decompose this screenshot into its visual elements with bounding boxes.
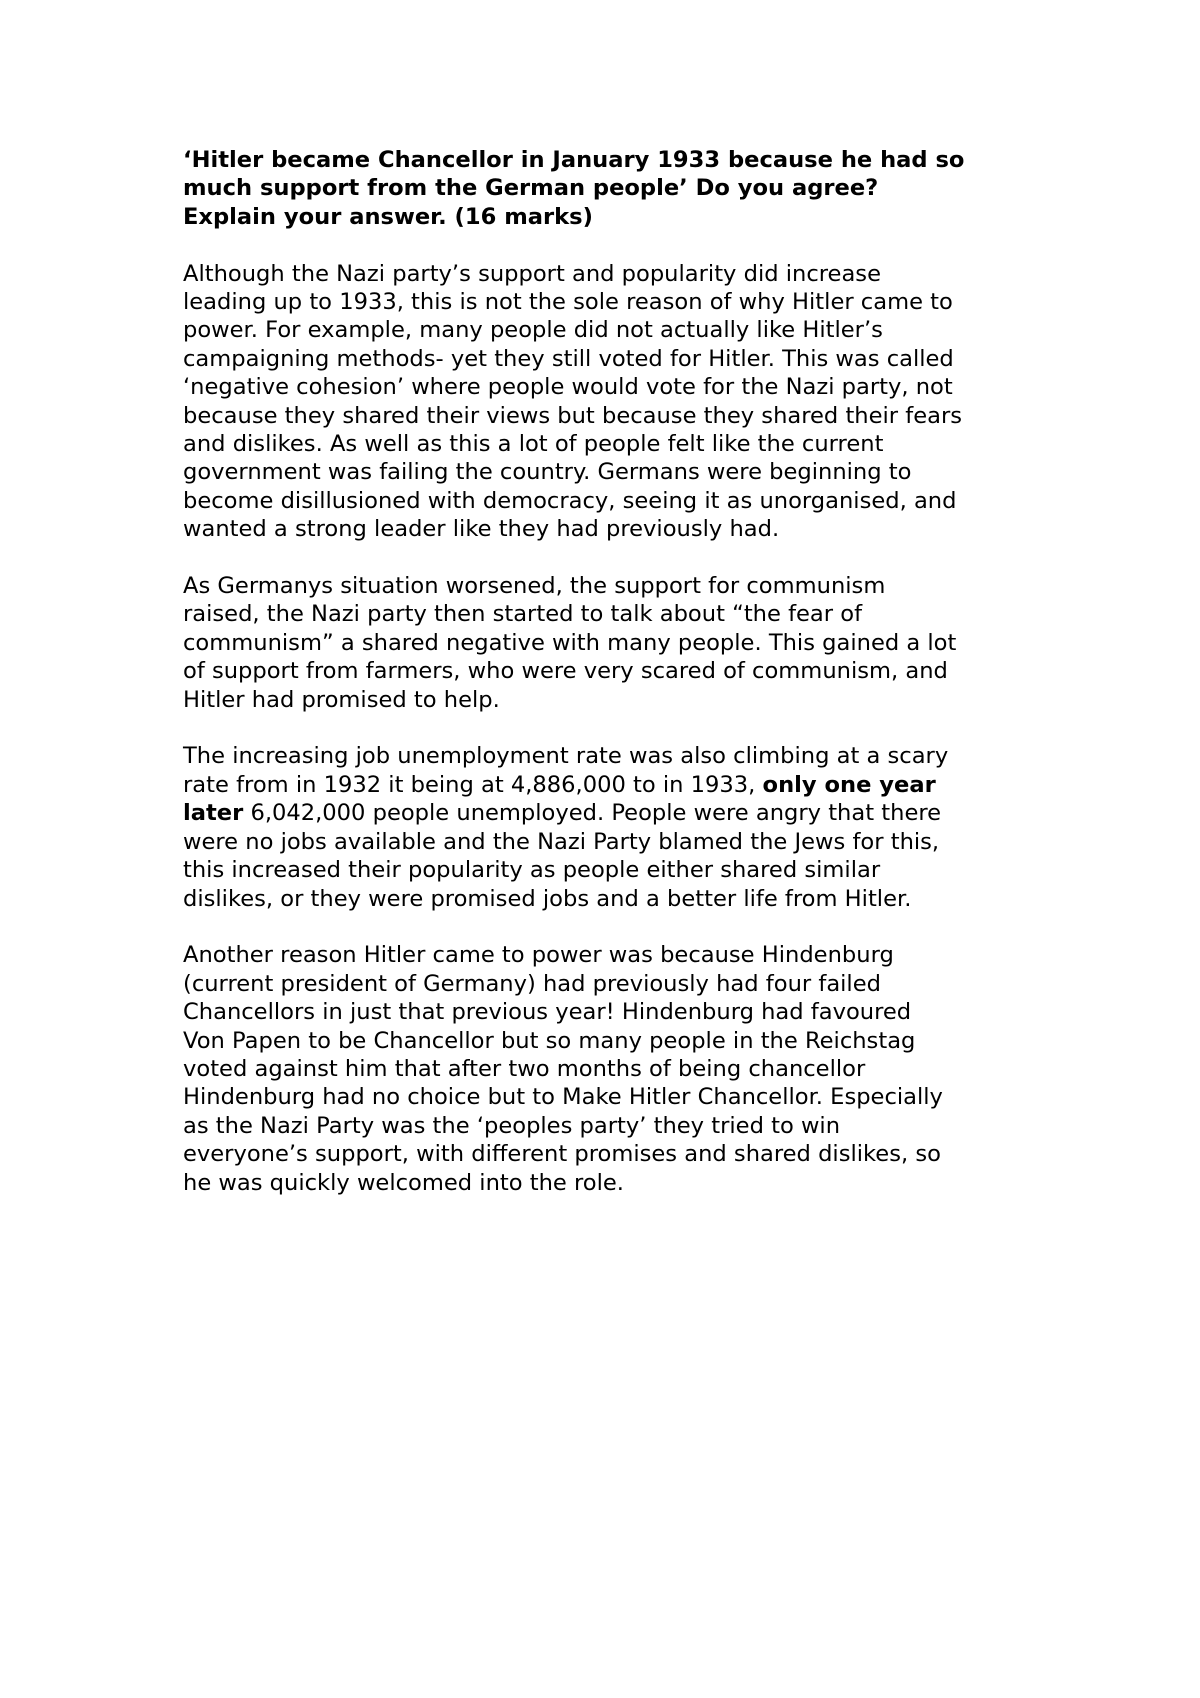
text-line: because they shared their views but because they shared their fears	[183, 402, 963, 429]
text-line: (current president of Germany) had previously had four failed	[183, 970, 881, 997]
text-line: wanted a strong leader like they had previously had.	[183, 516, 780, 543]
text-line: Hitler had promised to help.	[183, 686, 500, 713]
text-line: everyone’s support, with different promises and shared dislikes, so	[183, 1141, 941, 1168]
text-line: communism” a shared negative with many people. This gained a lot	[183, 629, 957, 656]
text-line: of support from farmers, who were very scared of communism, and	[183, 658, 948, 685]
text-line: as the Nazi Party was the ‘peoples party’ they tried to win	[183, 1112, 841, 1139]
text-run: 6,042,000 people unemployed. People were angry that there	[243, 800, 942, 827]
text-line: leading up to 1933, this is not the sole reason of why Hitler came to	[183, 289, 953, 316]
text-line: ‘negative cohesion’ where people would vote for the Nazi party, not	[183, 374, 953, 401]
title-line: much support from the German people’ Do you agree?	[183, 175, 879, 202]
bold-emphasis: later	[183, 800, 244, 827]
text-line: dislikes, or they were promised jobs and a better life from Hitler.	[183, 885, 912, 912]
text-line	[183, 771, 1063, 799]
text-line: government was failing the country. Germans were beginning to	[183, 459, 912, 486]
bold-emphasis: only one year	[762, 771, 936, 798]
text-line: The increasing job unemployment rate was also climbing at a scary	[183, 743, 949, 770]
title-line: Explain your answer. (16 marks)	[183, 203, 593, 230]
text-line: power. For example, many people did not actually like Hitler’s	[183, 317, 883, 344]
text-line: and dislikes. As well as this a lot of people felt like the current	[183, 431, 884, 458]
paragraph-communism	[183, 572, 1063, 714]
text-line: Hindenburg had no choice but to Make Hitler Chancellor. Especially	[183, 1084, 943, 1111]
text-line	[183, 799, 1063, 827]
text-line: he was quickly welcomed into the role.	[183, 1169, 624, 1196]
paragraph-unemployment	[183, 742, 1063, 912]
text-line: raised, the Nazi party then started to talk about “the fear of	[183, 601, 863, 628]
title-line: ‘Hitler became Chancellor in January 1933 because he had so	[183, 147, 965, 173]
text-line: were no jobs available and the Nazi Party blamed the Jews for this,	[183, 828, 940, 855]
paragraph-negative-cohesion	[183, 260, 1063, 544]
essay-question-title	[183, 146, 1063, 231]
text-line: As Germanys situation worsened, the support for communism	[183, 573, 886, 600]
text-line: Although the Nazi party’s support and popularity did increase	[183, 260, 881, 287]
text-line: voted against him that after two months of being chancellor	[183, 1055, 866, 1082]
text-line: become disillusioned with democracy, seeing it as unorganised, and	[183, 487, 957, 514]
paragraph-hindenburg	[183, 941, 1063, 1197]
text-line: campaigning methods- yet they still voted for Hitler. This was called	[183, 345, 954, 372]
text-line: Chancellors in just that previous year! Hindenburg had favoured	[183, 999, 912, 1026]
text-run: rate from in 1932 it being at 4,886,000 to in 1933,	[183, 771, 763, 798]
text-line: Another reason Hitler came to power was because Hindenburg	[183, 942, 894, 969]
document-body	[183, 146, 1063, 1225]
text-line: Von Papen to be Chancellor but so many people in the Reichstag	[183, 1027, 916, 1054]
text-line: this increased their popularity as people either shared similar	[183, 857, 881, 884]
